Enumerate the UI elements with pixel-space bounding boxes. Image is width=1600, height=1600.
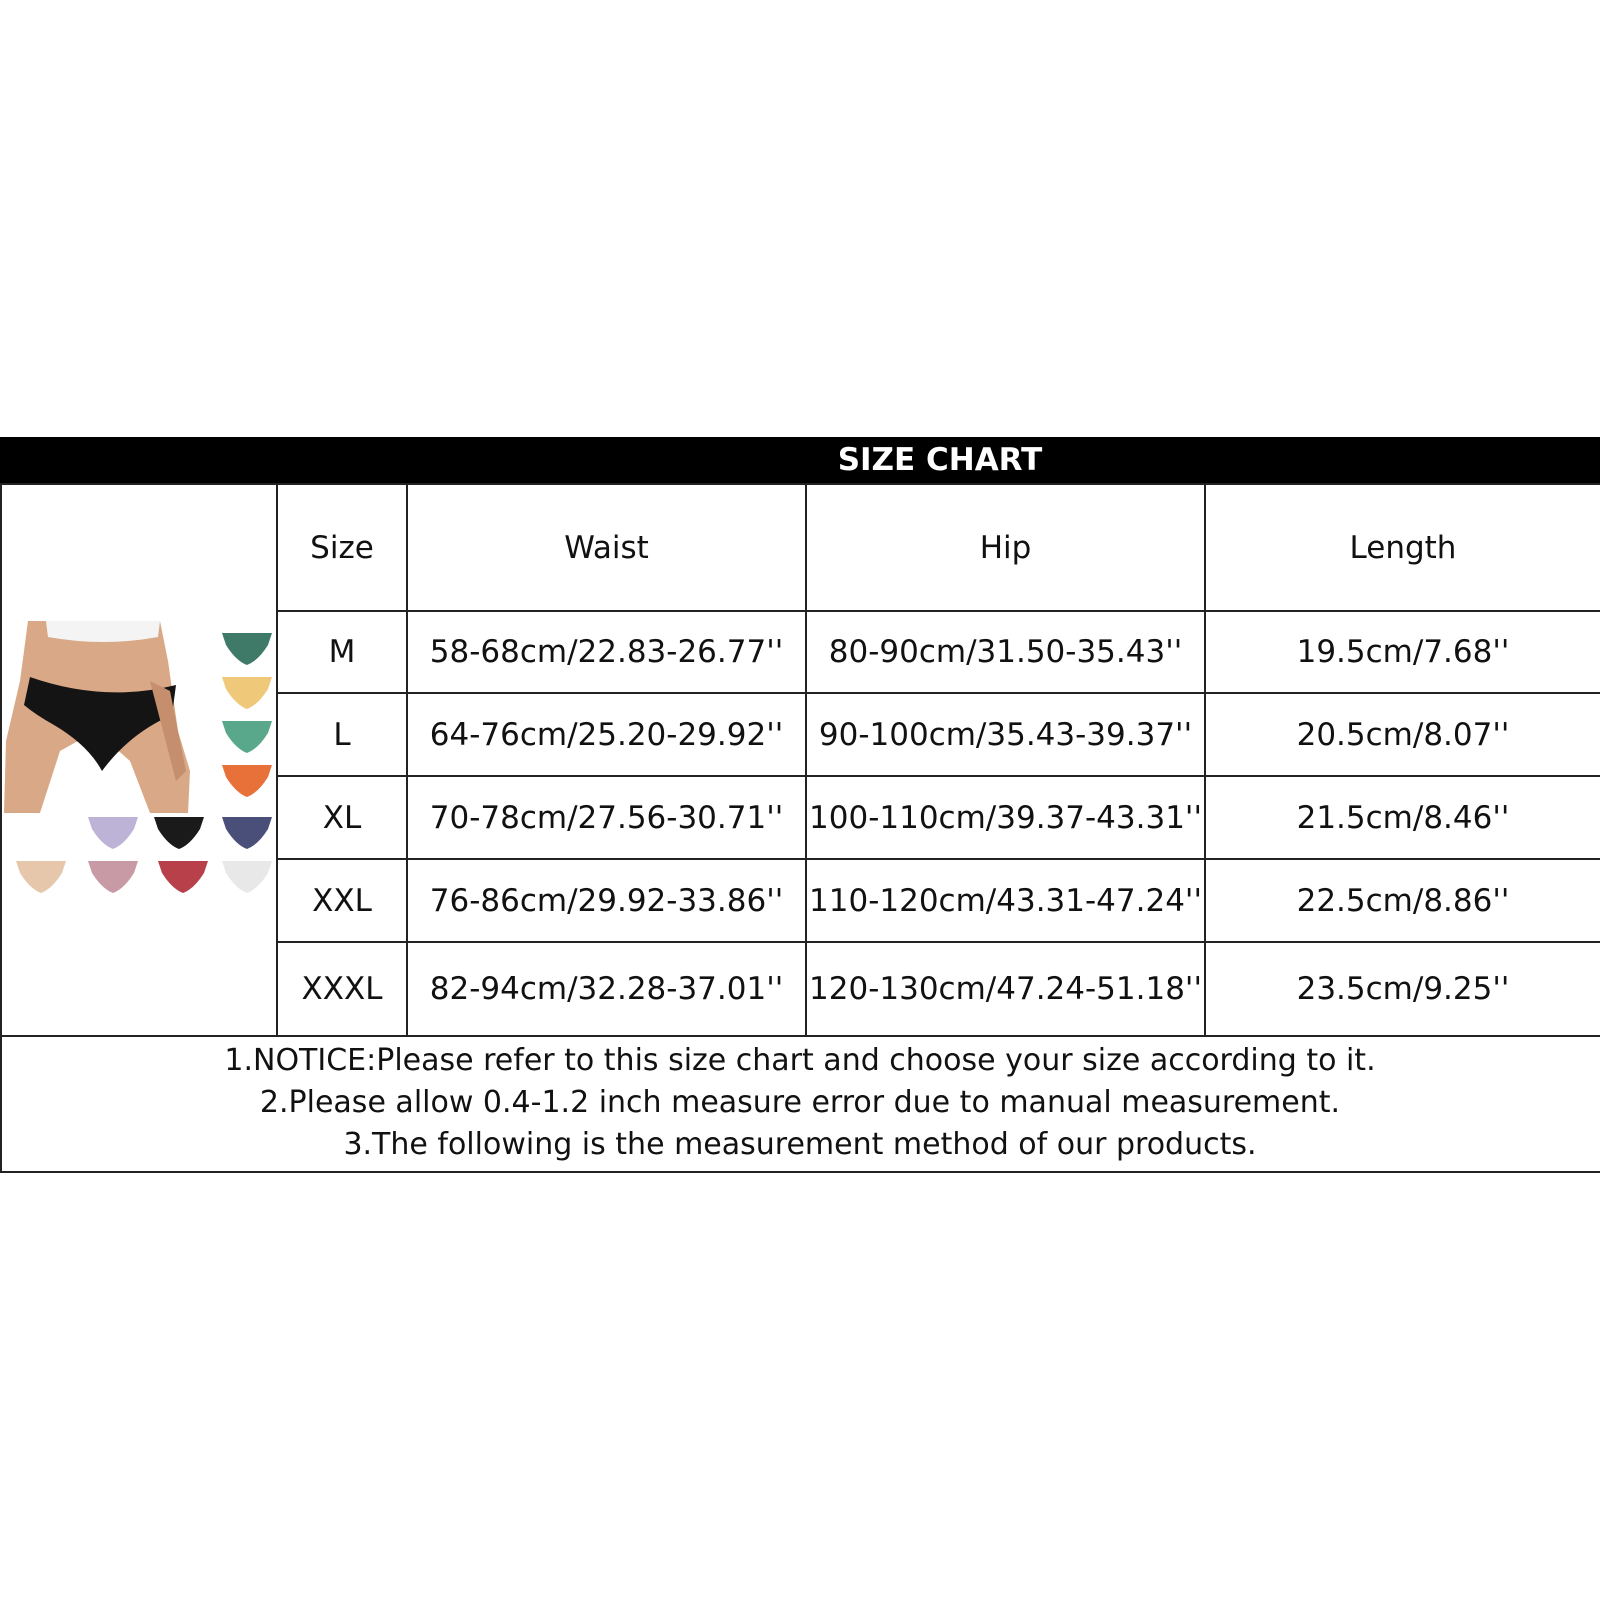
hip-cell: 120-130cm/47.24-51.18''	[809, 971, 1202, 1007]
header-waist: Waist	[564, 529, 649, 566]
swatch-green	[222, 633, 272, 665]
size-cell: XL	[322, 799, 362, 836]
size-chart	[0, 437, 1600, 1173]
swatch-orange	[222, 765, 272, 797]
size-cell: XXXL	[301, 971, 383, 1007]
swatch-red	[158, 861, 208, 893]
note-3: 3.The following is the measurement method of our products.	[343, 1127, 1257, 1162]
swatch-yellow	[222, 677, 272, 709]
chart-title: SIZE CHART	[837, 442, 1043, 478]
waist-cell: 64-76cm/25.20-29.92''	[429, 716, 784, 753]
length-cell: 22.5cm/8.86''	[1296, 882, 1510, 919]
hip-cell: 110-120cm/43.31-47.24''	[809, 882, 1202, 919]
header-size: Size	[310, 529, 374, 566]
waist-cell: 70-78cm/27.56-30.71''	[429, 799, 784, 836]
product-illustration	[0, 621, 275, 901]
notes-section	[0, 1037, 1600, 1173]
note-1: 1.NOTICE:Please refer to this size chart and choose your size according to it.	[224, 1043, 1376, 1078]
swatch-black	[154, 817, 204, 849]
length-cell: 23.5cm/9.25''	[1296, 971, 1510, 1007]
length-cell: 20.5cm/8.07''	[1296, 716, 1510, 753]
product-image	[0, 621, 275, 901]
waist-cell: 82-94cm/32.28-37.01''	[429, 971, 784, 1007]
swatch-lavender	[88, 817, 138, 849]
swatch-nude	[16, 861, 66, 893]
hip-cell: 90-100cm/35.43-39.37''	[818, 716, 1193, 753]
model-top	[46, 621, 160, 642]
header-length: Length	[1349, 529, 1457, 566]
swatch-rows	[16, 817, 208, 893]
swatch-white	[222, 861, 272, 893]
waist-cell: 76-86cm/29.92-33.86''	[429, 882, 784, 919]
swatch-mint	[222, 721, 272, 753]
size-cell: M	[328, 634, 356, 670]
waist-cell: 58-68cm/22.83-26.77''	[429, 634, 784, 670]
hip-cell: 100-110cm/39.37-43.31''	[809, 799, 1202, 836]
swatch-column	[222, 633, 272, 893]
swatch-navy	[222, 817, 272, 849]
size-cell: XXL	[312, 882, 372, 919]
swatch-pink	[88, 861, 138, 893]
note-2: 2.Please allow 0.4-1.2 inch measure error due to manual measurement.	[259, 1085, 1341, 1120]
length-cell: 21.5cm/8.46''	[1296, 799, 1510, 836]
header-hip: Hip	[979, 529, 1032, 566]
hip-cell: 80-90cm/31.50-35.43''	[828, 634, 1183, 670]
size-cell: L	[333, 716, 351, 753]
length-cell: 19.5cm/7.68''	[1296, 634, 1510, 670]
